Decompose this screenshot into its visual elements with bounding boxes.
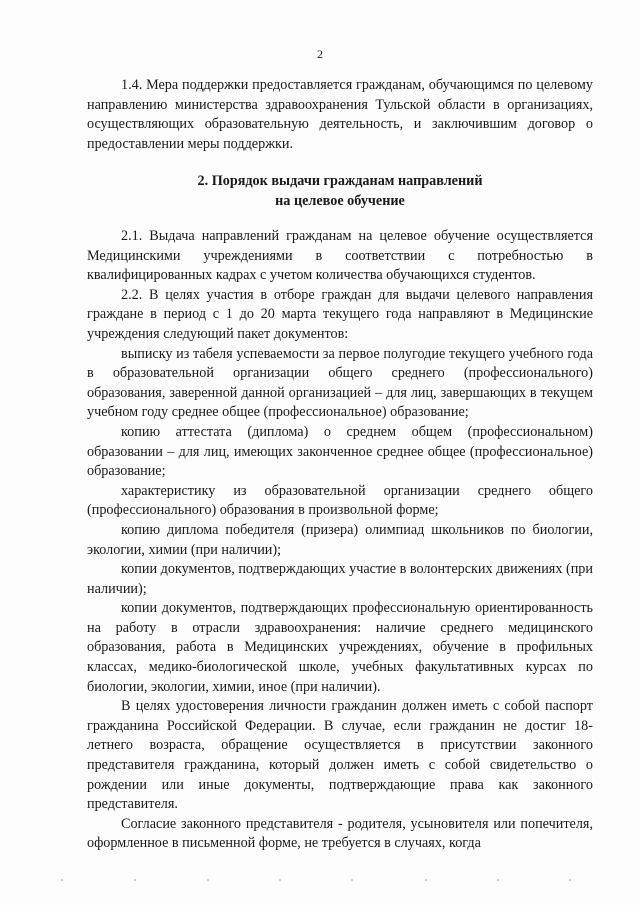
section-2-body xyxy=(87,227,593,854)
section-1-continuation xyxy=(87,76,593,154)
paragraph-1-4: 1.4. Мера поддержки предоставляется гражданам, обучающимся по целевому направлению министерства здравоохранения Тульской области в организациях, осуществляющих образовательную деятельность, и заключившим договор о предоставлении меры поддержки. xyxy=(87,77,593,152)
section-2-title-line-1: 2. Порядок выдачи гражданам направлений xyxy=(197,173,483,189)
paragraph-2-1: 2.1. Выдача направлений гражданам на целевое обучение осуществляется Медицинскими учреждениями в соответствии с потребностью в квалифицированных кадрах с учетом количества обучающихся студентов. xyxy=(87,228,593,284)
section-2-heading xyxy=(87,172,593,211)
scan-artifact-dots xyxy=(40,877,600,883)
document-list-item: копии документов, подтверждающих участие в волонтерских движениях (при наличии); xyxy=(87,561,593,597)
document-list-item: копию диплома победителя (призера) олимпиад школьников по биологии, экологии, химии (при наличии); xyxy=(87,521,593,558)
paragraph-2-2: 2.2. В целях участия в отборе граждан для выдачи целевого направления граждане в период с 1 до 20 марта текущего года направляют в Медицинские учреждения следующий пакет документов: xyxy=(87,286,593,342)
paragraph-consent: Согласие законного представителя - родителя, усыновителя или попечителя, оформленное в письменной форме, не требуется в случаях, когда xyxy=(87,815,593,852)
document-list-item: выписку из табеля успеваемости за первое полугодие текущего учебного года в образовательной организации общего среднего (профессионального) образования, заверенной данной организацией – для лиц, завершающих в текущем учебном году среднее общее (профессиональное) образование; xyxy=(87,345,593,421)
document-list-item: характеристику из образовательной организации среднего общего (профессионального) образования в произвольной форме; xyxy=(87,482,593,519)
paragraph-identity: В целях удостоверения личности гражданин должен иметь с собой паспорт гражданина Российской Федерации. В случае, если гражданин не достиг 18-летнего возраста, обращение осуществляется в присутствии законного представителя гражданина, который должен иметь с собой свидетельство о рождении или иные документы, подтверждающие права как законного представителя. xyxy=(87,698,593,813)
page-number: 2 xyxy=(317,47,323,61)
section-2-title-line-2: на целевое обучение xyxy=(275,192,405,209)
document-list-item: копии документов, подтверждающих профессиональную ориентированность на работу в отрасли здравоохранения: наличие среднего медицинского образования, работа в Медицинских учреждениях, обучение в профильных классах, медико-биологической школе, учебных факультативных курсах по биологии, экологии, химии, иное (при наличии). xyxy=(87,600,593,695)
document-list-item: копию аттестата (диплома) о среднем общем (профессиональном) образовании – для лиц, имеющих законченное среднее общее (профессиональное) образование; xyxy=(87,423,593,480)
